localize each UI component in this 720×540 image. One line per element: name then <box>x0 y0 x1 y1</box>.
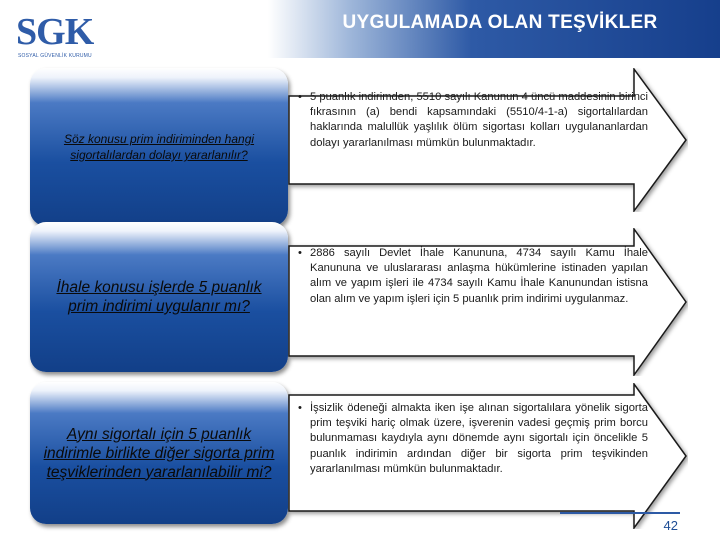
answer-text-1 <box>298 90 648 151</box>
question-text-2: İhale konusu işlerde 5 puanlık prim indirimi uygulanır mı? <box>56 279 262 315</box>
question-box-2 <box>30 222 288 372</box>
header <box>0 0 720 60</box>
bullet-icon: • <box>298 402 302 414</box>
answer-text-2 <box>298 246 648 307</box>
answer-content-1: 5 puanlık indirimden, 5510 sayılı Kanunun 4 üncü maddesinin birinci fıkrasının (a) bendi kapsamındaki (5510/4-1-a) sigortalılardan haklarında malullük yaşlılık ölüm sigortası kolları uygulananlardan dolayı yararlanılması mümkün bulunmaktadır. <box>310 91 648 149</box>
logo-text: SGK <box>16 11 94 53</box>
question-text-3: Aynı sigortalı için 5 puanlık indirimle birlikte diğer sigorta prim teşviklerinden yararlanılabilir mi? <box>43 425 275 481</box>
question-box-3 <box>30 382 288 524</box>
logo-subtitle: SOSYAL GÜVENLİK KURUMU <box>18 53 92 59</box>
answer-text-3 <box>298 401 648 477</box>
question-box-1 <box>30 68 288 226</box>
answer-arrow-2 <box>288 228 688 376</box>
page-number: 42 <box>663 518 678 533</box>
answer-arrow-1 <box>288 68 688 212</box>
page-title: UYGULAMADA OLAN TEŞVİKLER <box>342 12 658 33</box>
question-text-1: Söz konusu prim indiriminden hangi sigortalılardan dolayı yararlanılır? <box>63 132 255 162</box>
bullet-icon: • <box>298 247 302 259</box>
sgk-logo <box>6 6 116 58</box>
footer-divider <box>560 512 680 514</box>
answer-content-2: 2886 sayılı Devlet İhale Kanununa, 4734 sayılı Kamu İhale Kanununa ve uluslararası anlaşma hükümlerine istinaden yapılan alım ve yapım işleri ile 4734 sayılı Kamu İhale Kanunundan istisna olan alım ve yapım işleri için 5 puanlık prim indirimi uygulanmaz. <box>310 247 648 305</box>
bullet-icon: • <box>298 91 302 103</box>
answer-content-3: İşsizlik ödeneği almakta iken işe alınan sigortalılara yönelik sigorta prim teşviki hariç olmak üzere, işverenin vadesi geçmiş prim borcu bulunmaması kaydıyla aynı dönemde aynı sigortalı için öncelikle 5 puanlık indirimin ardından diğer bir sigorta prim teşvikinden yararlanılması mümkün bulunmaktadır. <box>310 402 648 475</box>
answer-arrow-3 <box>288 383 688 529</box>
